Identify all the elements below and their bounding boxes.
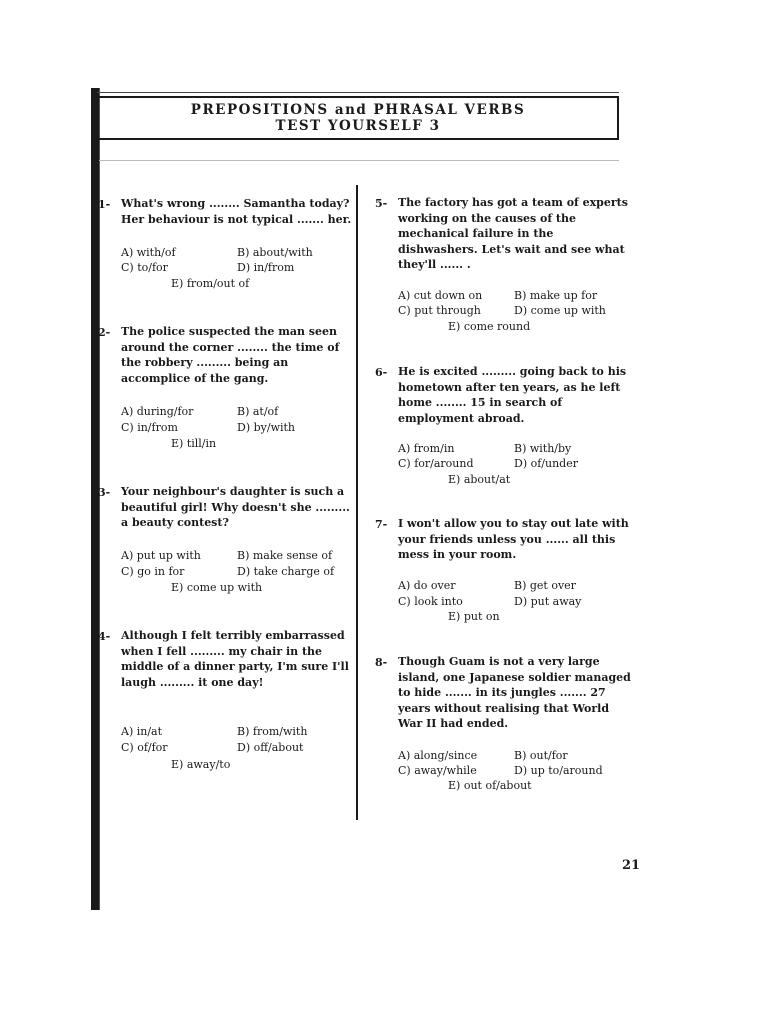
question-line: beautiful girl! Why doesn't she .........	[121, 500, 350, 514]
option-c[interactable]: C) for/around	[398, 457, 474, 470]
question-line: What's wrong ........ Samantha today?	[121, 197, 350, 210]
option-c[interactable]: C) of/for	[121, 741, 168, 754]
page-title: PREPOSITIONS and PHRASAL VERBS	[190, 102, 526, 118]
question-line: home ........ 15 in search of	[398, 396, 563, 410]
option-b[interactable]: B) from/with	[237, 725, 308, 738]
question-number: 3-	[98, 486, 111, 499]
question-line: War II had ended.	[398, 717, 509, 731]
option-b[interactable]: B) about/with	[237, 246, 313, 259]
header-box	[97, 96, 619, 140]
page-number: 21	[622, 858, 641, 873]
option-e[interactable]: E) come up with	[171, 581, 263, 594]
question-text	[121, 484, 350, 531]
option-c[interactable]: C) to/for	[121, 261, 168, 274]
question-line: employment abroad.	[398, 411, 525, 425]
option-e[interactable]: E) out of/about	[448, 779, 532, 792]
option-a[interactable]: A) in/at	[121, 725, 163, 738]
question-number: 5-	[375, 197, 388, 210]
question-line: the robbery ......... being an	[121, 356, 289, 370]
question-text	[398, 195, 628, 273]
option-a[interactable]: A) along/since	[398, 749, 478, 762]
option-d[interactable]: D) take charge of	[237, 565, 335, 578]
option-d[interactable]: D) come up with	[514, 304, 606, 317]
option-c[interactable]: C) away/while	[398, 764, 477, 777]
question-line: laugh ......... it one day!	[121, 675, 264, 689]
question-line: accomplice of the gang.	[121, 371, 269, 385]
column-divider	[356, 185, 358, 820]
option-d[interactable]: D) put away	[514, 595, 582, 608]
question-line: Her behaviour is not typical ....... her.	[121, 212, 352, 226]
question-number: 6-	[375, 366, 388, 379]
option-c[interactable]: C) in/from	[121, 421, 178, 434]
option-b[interactable]: B) make sense of	[237, 549, 333, 562]
option-c[interactable]: C) go in for	[121, 565, 185, 578]
question-line: The factory has got a team of experts	[398, 196, 628, 209]
option-b[interactable]: B) make up for	[514, 289, 598, 302]
option-d[interactable]: D) by/with	[237, 421, 296, 434]
option-d[interactable]: D) of/under	[514, 457, 578, 470]
question-line: Your neighbour's daughter is such a	[121, 485, 345, 498]
question-number: 7-	[375, 518, 388, 531]
question-line: I won't allow you to stay out late with	[398, 517, 629, 530]
option-b[interactable]: B) get over	[514, 579, 576, 592]
option-c[interactable]: C) put through	[398, 304, 481, 317]
option-c[interactable]: C) look into	[398, 595, 463, 608]
option-b[interactable]: B) at/of	[237, 405, 279, 418]
page-left-border-inner	[99, 88, 100, 910]
question-line: they'll ...... .	[398, 258, 471, 272]
question-line: mechanical failure in the	[398, 227, 554, 241]
question-text	[121, 324, 339, 386]
question-line: dishwashers. Let's wait and see what	[398, 242, 625, 256]
question-line: mess in your room.	[398, 548, 517, 562]
question-line: years without realising that World	[398, 701, 610, 715]
question-number: 8-	[375, 656, 388, 669]
option-e[interactable]: E) put on	[448, 610, 500, 623]
page-left-border	[91, 88, 99, 910]
option-a[interactable]: A) put up with	[121, 549, 201, 562]
option-b[interactable]: B) out/for	[514, 749, 568, 762]
question-line: around the corner ........ the time of	[121, 340, 340, 354]
option-d[interactable]: D) up to/around	[514, 764, 603, 777]
page-subtitle: TEST YOURSELF 3	[275, 118, 441, 134]
option-a[interactable]: A) cut down on	[398, 289, 483, 302]
header-top-rule	[97, 92, 619, 93]
question-text	[398, 516, 629, 563]
question-number: 2-	[98, 326, 111, 339]
option-e[interactable]: E) away/to	[171, 758, 231, 771]
option-a[interactable]: A) with/of	[121, 246, 176, 259]
option-e[interactable]: E) from/out of	[171, 277, 250, 290]
option-e[interactable]: E) about/at	[448, 473, 511, 486]
question-text	[121, 628, 349, 690]
question-text	[398, 654, 631, 732]
question-number: 1-	[98, 198, 111, 211]
option-d[interactable]: D) off/about	[237, 741, 304, 754]
option-a[interactable]: A) from/in	[398, 442, 455, 455]
question-line: your friends unless you ...... all this	[398, 532, 616, 546]
question-line: island, one Japanese soldier managed	[398, 670, 631, 684]
question-line: to hide ....... in its jungles ....... 27	[398, 686, 606, 700]
option-e[interactable]: E) till/in	[171, 437, 217, 450]
option-a[interactable]: A) do over	[398, 579, 456, 592]
header-divider	[99, 160, 619, 161]
question-line: when I fell ......... my chair in the	[121, 644, 323, 658]
question-line: The police suspected the man seen	[121, 325, 337, 338]
question-line: He is excited ......... going back to his	[398, 365, 627, 378]
question-line: working on the causes of the	[398, 211, 577, 225]
question-line: hometown after ten years, as he left	[398, 380, 621, 394]
option-e[interactable]: E) come round	[448, 320, 531, 333]
question-line: middle of a dinner party, I'm sure I'll	[121, 660, 349, 674]
question-line: a beauty contest?	[121, 516, 229, 530]
question-text	[121, 196, 351, 227]
option-b[interactable]: B) with/by	[514, 442, 572, 455]
option-a[interactable]: A) during/for	[121, 405, 194, 418]
question-number: 4-	[98, 630, 111, 643]
question-text	[398, 364, 626, 426]
question-line: Though Guam is not a very large	[398, 655, 600, 668]
question-line: Although I felt terribly embarrassed	[121, 629, 345, 642]
option-d[interactable]: D) in/from	[237, 261, 295, 274]
